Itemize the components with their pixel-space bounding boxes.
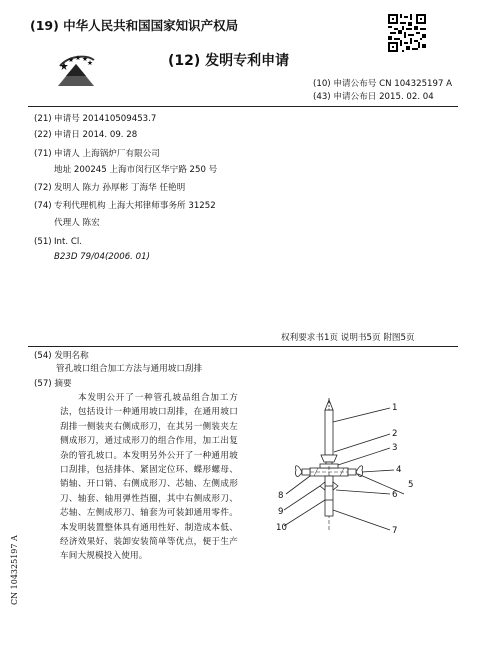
qr-code [388, 14, 426, 52]
figure-label: 6 [392, 490, 398, 500]
biblio-row: 代理人 陈宏 [54, 218, 100, 228]
invention-title: 管孔坡口组合加工方法与通用坡口刮排 [56, 364, 203, 374]
cnipa-logo [56, 52, 96, 88]
section-rule [28, 346, 458, 347]
publication-date: (43) 申请公布日 2015. 02. 04 [313, 92, 434, 102]
biblio-row: (71) 申请人 上海锅炉厂有限公司 [34, 149, 160, 159]
biblio-row: (74) 专利代理机构 上海大邦律师事务所 31252 [34, 201, 216, 211]
figure-label: 2 [392, 429, 398, 439]
title-label: (54) 发明名称 [34, 351, 89, 361]
biblio-row: (22) 申请日 2014. 09. 28 [34, 130, 138, 140]
figure-label: 1 [392, 403, 398, 413]
patent-office-header: (19) 中华人民共和国国家知识产权局 [30, 18, 239, 33]
figure-label: 7 [392, 526, 398, 536]
biblio-row: (51) Int. Cl. [34, 237, 82, 247]
figure-label: 4 [396, 465, 402, 475]
biblio-row: (72) 发明人 陈力 孙厚彬 丁海华 任艳明 [34, 183, 186, 193]
abstract-text: 本发明公开了一种管孔坡品组合加工方法，包括设计一种通用坡口刮排，在通用坡口刮排一侧装夹右侧成形刀，在其另一侧装夹左侧成形刀，通过成形刀的组合作用，加工出复杂的管孔坡口。本发明另外公开了一种通用坡口刮排，包括排体、紧固定位环、蝶形螺母、销轴、开口销、右侧成形刀、芯轴、左侧成形刀、轴套、轴用弹性挡圈，其中右侧成形刀、芯轴、左侧成形刀、轴套为可装卸通用零件。本发明装置整体具有通用性好、制造成本低、经济效果好、装卸安装简单等优点，便于生产车间大规模投入使用。 [60, 393, 238, 562]
figure-label: 5 [408, 480, 414, 490]
side-publication-number: CN 104325197 A [10, 535, 19, 605]
technical-drawing [258, 390, 458, 540]
publication-number: (10) 申请公布号 CN 104325197 A [313, 79, 453, 89]
page-counts: 权利要求书1页 说明书5页 附图5页 [281, 333, 415, 343]
abstract-label: (57) 摘要 [34, 379, 72, 389]
biblio-row: 地址 200245 上海市闵行区华宁路 250 号 [54, 165, 218, 175]
biblio-row: B23D 79/04(2006. 01) [54, 252, 150, 262]
figure-label: 8 [278, 491, 284, 501]
figure-label: 3 [392, 443, 398, 453]
figure-label: 10 [276, 523, 287, 533]
document-type-title: (12) 发明专利申请 [168, 53, 290, 69]
biblio-row: (21) 申请号 201410509453.7 [34, 114, 157, 124]
figure-label: 9 [278, 507, 284, 517]
header-rule [28, 106, 458, 107]
